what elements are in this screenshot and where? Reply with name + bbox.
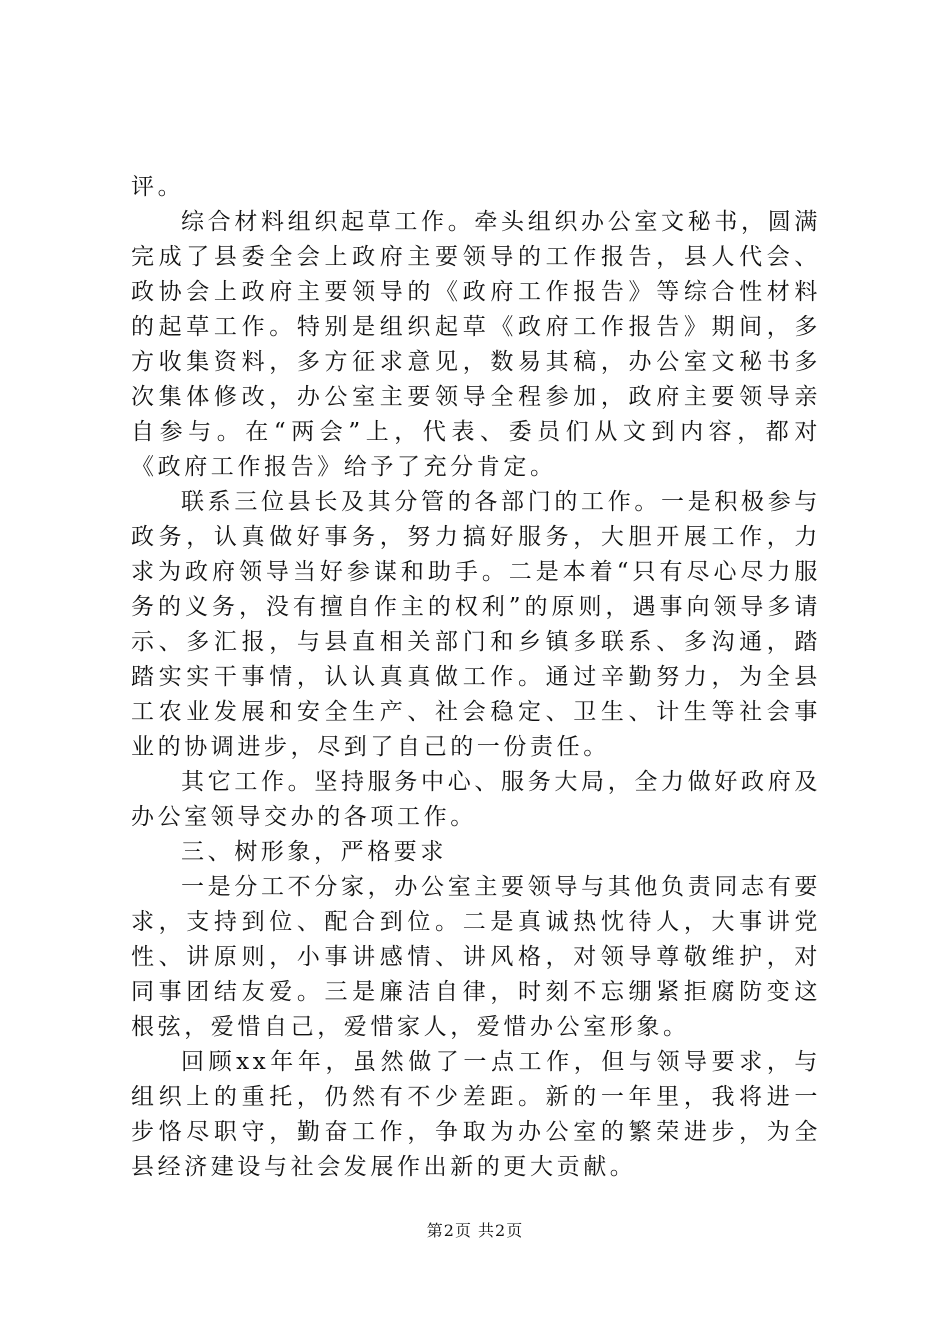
- paragraph: 一是分工不分家，办公室主要领导与其他负责同志有要求，支持到位、配合到位。二是真诚热忱待人，大事讲党性、讲原则，小事讲感情、讲风格，对领导尊敬维护，对同事团结友爱。三是廉洁自律，时刻不忘绷紧拒腐防变这根弦，爱惜自己，爱惜家人，爱惜办公室形象。: [131, 874, 821, 1040]
- page-number: 第2页 共2页: [426, 1221, 524, 1240]
- paragraph: 回顾xx年年，虽然做了一点工作，但与领导要求，与组织上的重托，仍然有不少差距。新的一年里，我将进一步恪尽职守，勤奋工作，争取为办公室的繁荣进步，为全县经济建设与社会发展作出新的更大贡献。: [131, 1049, 821, 1180]
- paragraph: 其它工作。坚持服务中心、服务大局，全力做好政府及办公室领导交办的各项工作。: [131, 769, 821, 830]
- page-footer: [0, 1218, 950, 1241]
- paragraph: 评。: [131, 174, 185, 200]
- document-body: [131, 170, 821, 1185]
- paragraph: 综合材料组织起草工作。牵头组织办公室文秘书，圆满完成了县委全会上政府主要领导的工作报告，县人代会、政协会上政府主要领导的《政府工作报告》等综合性材料的起草工作。特别是组织起草《政府工作报告》期间，多方收集资料，多方征求意见，数易其稿，办公室文秘书多次集体修改，办公室主要领导全程参加，政府主要领导亲自参与。在“两会”上，代表、委员们从文到内容，都对《政府工作报告》给予了充分肯定。: [131, 209, 821, 480]
- section-heading: 三、树形象，严格要求: [181, 839, 447, 865]
- paragraph: 联系三位县长及其分管的各部门的工作。一是积极参与政务，认真做好事务，努力搞好服务，大胆开展工作，力求为政府领导当好参谋和助手。二是本着“只有尽心尽力服务的义务，没有擅自作主的权利”的原则，遇事向领导多请示、多汇报，与县直相关部门和乡镇多联系、多沟通，踏踏实实干事情，认认真真做工作。通过辛勤努力，为全县工农业发展和安全生产、社会稳定、卫生、计生等社会事业的协调进步，尽到了自己的一份责任。: [131, 489, 821, 760]
